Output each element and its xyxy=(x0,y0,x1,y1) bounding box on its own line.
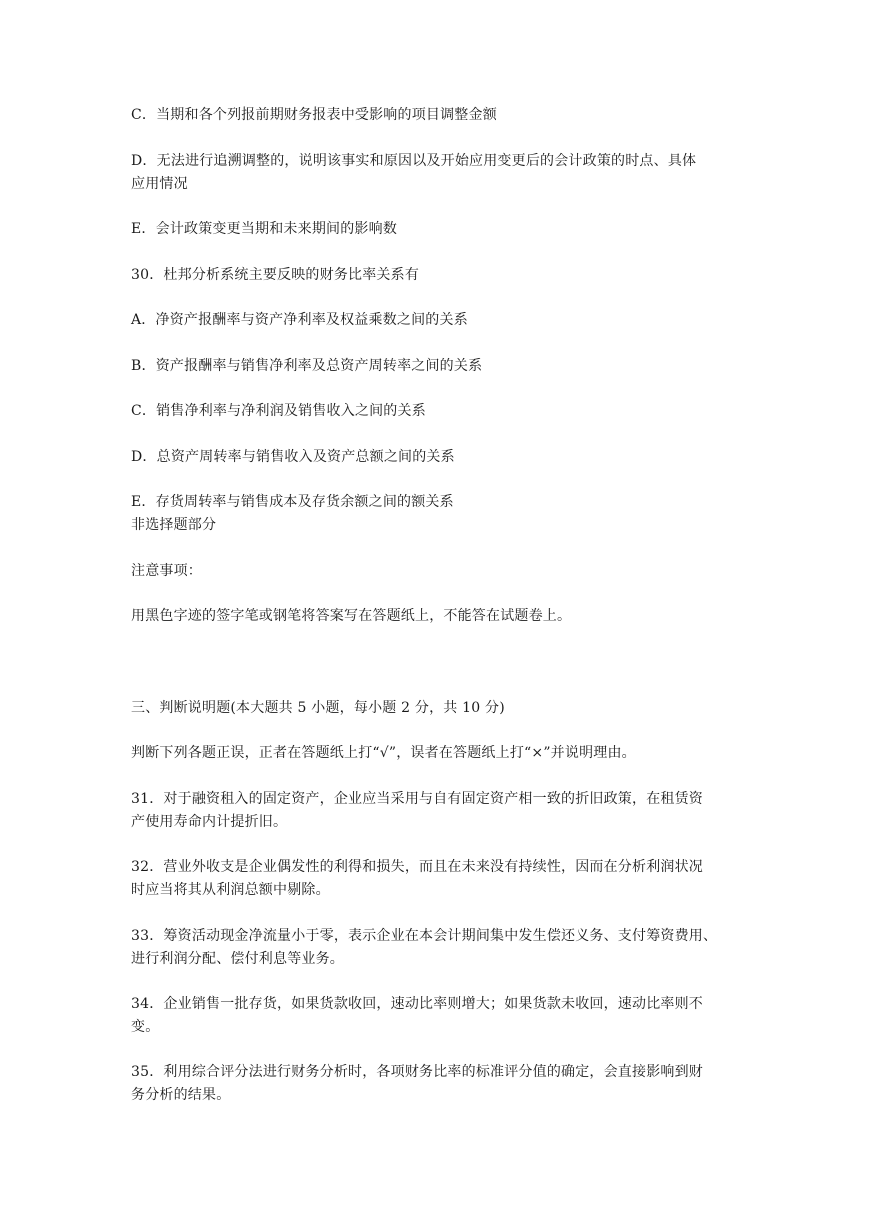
question-34-line1: 34．企业销售一批存货，如果货款收回，速动比率则增大；如果货款未收回，速动比率则不 xyxy=(131,996,704,1012)
option-30e: E．存货周转率与销售成本及存货余额之间的额关系 xyxy=(131,494,454,510)
section-heading-non-choice: 非选择题部分 xyxy=(131,517,217,533)
option-29e: E．会计政策变更当期和未来期间的影响数 xyxy=(131,221,398,237)
notice-heading: 注意事项： xyxy=(131,563,202,579)
question-31-line2: 产使用寿命内计提折旧。 xyxy=(131,814,288,830)
question-33-line1: 33．筹资活动现金净流量小于零，表示企业在本会计期间集中发生偿还义务、支付筹资费用、 xyxy=(131,928,718,944)
option-30d: D．总资产周转率与销售收入及资产总额之间的关系 xyxy=(131,449,455,465)
question-31-line1: 31．对于融资租入的固定资产，企业应当采用与自有固定资产相一致的折旧政策，在租赁资 xyxy=(131,791,704,807)
section-three-instructions: 判断下列各题正误，正者在答题纸上打“√”，误者在答题纸上打“×”并说明理由。 xyxy=(131,745,636,761)
question-35-line1: 35．利用综合评分法进行财务分析时，各项财务比率的标准评分值的确定，会直接影响到财 xyxy=(131,1064,704,1080)
option-30a: A．净资产报酬率与资产净利率及权益乘数之间的关系 xyxy=(131,312,468,328)
question-33-line2: 进行利润分配、偿付利息等业务。 xyxy=(131,951,344,967)
option-29d-line2: 应用情况 xyxy=(131,176,188,192)
question-35-line2: 务分析的结果。 xyxy=(131,1087,231,1103)
section-three-heading: 三、判断说明题(本大题共 5 小题，每小题 2 分，共 10 分) xyxy=(131,700,505,716)
option-30c: C．销售净利率与净利润及销售收入之间的关系 xyxy=(131,403,426,419)
question-30: 30．杜邦分析系统主要反映的财务比率关系有 xyxy=(131,267,420,283)
question-32-line1: 32．营业外收支是企业偶发性的利得和损失，而且在未来没有持续性，因而在分析利润状况 xyxy=(131,859,704,875)
option-29d-line1: D．无法进行追溯调整的，说明该事实和原因以及开始应用变更后的会计政策的时点、具体 xyxy=(131,153,697,169)
question-32-line2: 时应当将其从利润总额中剔除。 xyxy=(131,882,330,898)
option-30b: B．资产报酬率与销售净利率及总资产周转率之间的关系 xyxy=(131,358,483,374)
option-29c: C．当期和各个列报前期财务报表中受影响的项目调整金额 xyxy=(131,107,497,123)
question-34-line2: 变。 xyxy=(131,1019,160,1035)
notice-text: 用黑色字迹的签字笔或钢笔将答案写在答题纸上，不能答在试题卷上。 xyxy=(131,608,572,624)
